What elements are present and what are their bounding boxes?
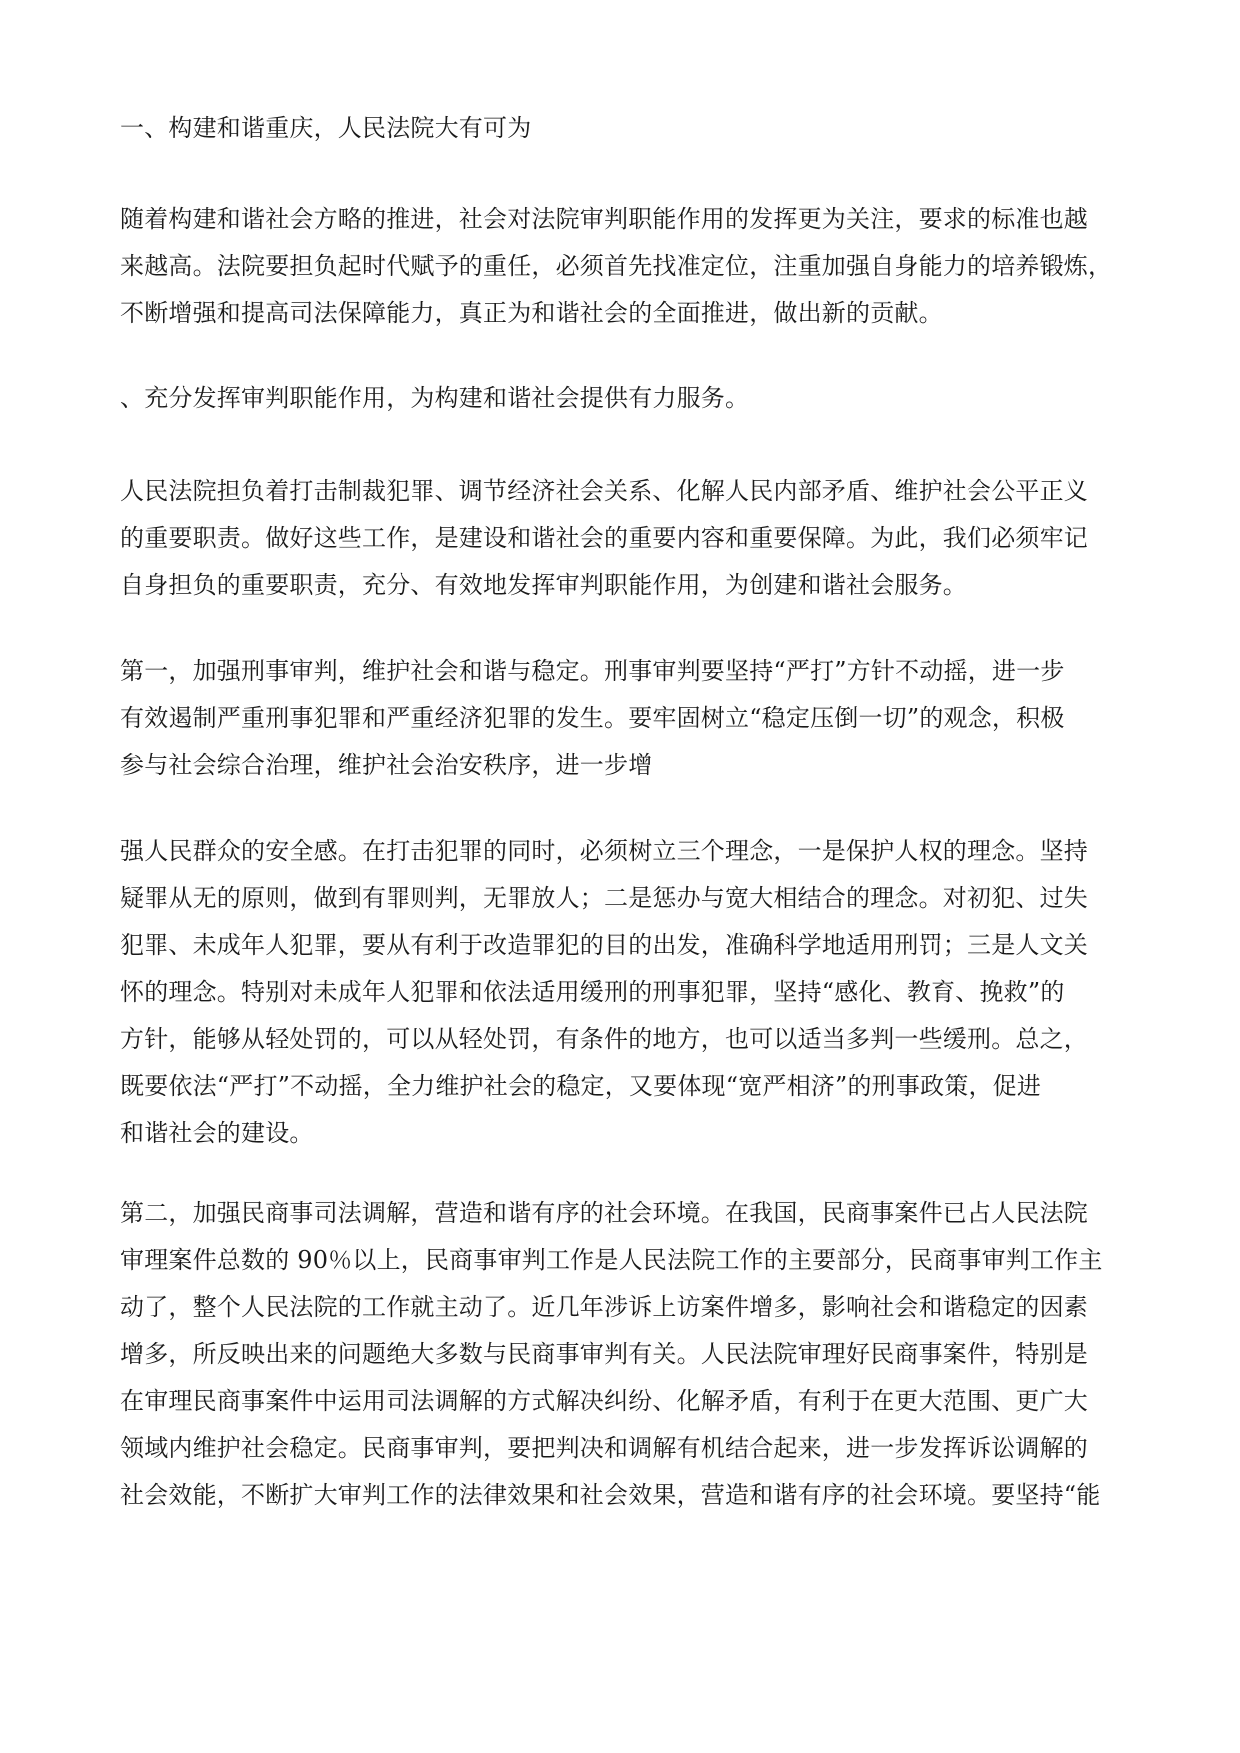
text-line: 社会效能，不断扩大审判工作的法律效果和社会效果，营造和谐有序的社会环境。要坚持“能	[120, 1481, 1101, 1509]
text-line: 增多，所反映出来的问题绝大多数与民商事审判有关。人民法院审理好民商事案件，特别是	[120, 1340, 1088, 1368]
section-heading-1	[120, 105, 1120, 152]
text-line: 一、构建和谐重庆，人民法院大有可为	[120, 114, 532, 142]
text-line: 参与社会综合治理，维护社会治安秩序，进一步增	[120, 751, 653, 779]
text-line: 随着构建和谐社会方略的推进，社会对法院审判职能作用的发挥更为关注，要求的标准也越	[120, 205, 1088, 233]
text-line: 强人民群众的安全感。在打击犯罪的同时，必须树立三个理念，一是保护人权的理念。坚持	[120, 837, 1088, 865]
paragraph-3	[120, 648, 1120, 789]
paragraph-1	[120, 196, 1120, 337]
text-line: 和谐社会的建设。	[120, 1119, 314, 1147]
text-line: 在审理民商事案件中运用司法调解的方式解决纠纷、化解矛盾，有利于在更大范围、更广大	[120, 1387, 1088, 1415]
text-line: 第二，加强民商事司法调解，营造和谐有序的社会环境。在我国，民商事案件已占人民法院	[120, 1199, 1088, 1227]
text-line: 方针，能够从轻处罚的，可以从轻处罚，有条件的地方，也可以适当多判一些缓刑。总之，	[120, 1025, 1088, 1053]
section-heading-2	[120, 375, 1120, 422]
text-line: 怀的理念。特别对未成年人犯罪和依法适用缓刑的刑事犯罪，坚持“感化、教育、挽救”的	[120, 978, 1065, 1006]
text-line: 人民法院担负着打击制裁犯罪、调节经济社会关系、化解人民内部矛盾、维护社会公平正义	[120, 477, 1088, 505]
text-line: 的重要职责。做好这些工作，是建设和谐社会的重要内容和重要保障。为此，我们必须牢记	[120, 524, 1088, 552]
text-line: 犯罪、未成年人犯罪，要从有利于改造罪犯的目的出发，准确科学地适用刑罚；三是人文关	[120, 931, 1088, 959]
paragraph-4	[120, 828, 1120, 1157]
text-line: 有效遏制严重刑事犯罪和严重经济犯罪的发生。要牢固树立“稳定压倒一切”的观念，积极	[120, 704, 1065, 732]
text-line: 动了，整个人民法院的工作就主动了。近几年涉诉上访案件增多，影响社会和谐稳定的因素	[120, 1293, 1088, 1321]
text-line: 第一，加强刑事审判，维护社会和谐与稳定。刑事审判要坚持“严打”方针不动摇，进一步	[120, 657, 1065, 685]
text-line: 自身担负的重要职责，充分、有效地发挥审判职能作用，为创建和谐社会服务。	[120, 571, 967, 599]
text-line: 疑罪从无的原则，做到有罪则判，无罪放人；二是惩办与宽大相结合的理念。对初犯、过失	[120, 884, 1088, 912]
text-line: 不断增强和提高司法保障能力，真正为和谐社会的全面推进，做出新的贡献。	[120, 299, 943, 327]
text-line: 既要依法“严打”不动摇，全力维护社会的稳定，又要体现“宽严相济”的刑事政策，促进	[120, 1072, 1042, 1100]
text-line: 来越高。法院要担负起时代赋予的重任，必须首先找准定位，注重加强自身能力的培养锻炼，	[120, 252, 1113, 280]
text-line: 、充分发挥审判职能作用，为构建和谐社会提供有力服务。	[120, 384, 750, 412]
text-line: 领域内维护社会稳定。民商事审判，要把判决和调解有机结合起来，进一步发挥诉讼调解的	[120, 1434, 1088, 1462]
paragraph-2	[120, 468, 1120, 609]
paragraph-5	[120, 1190, 1120, 1519]
text-line: 审理案件总数的 90％以上，民商事审判工作是人民法院工作的主要部分，民商事审判工作主	[120, 1246, 1103, 1274]
